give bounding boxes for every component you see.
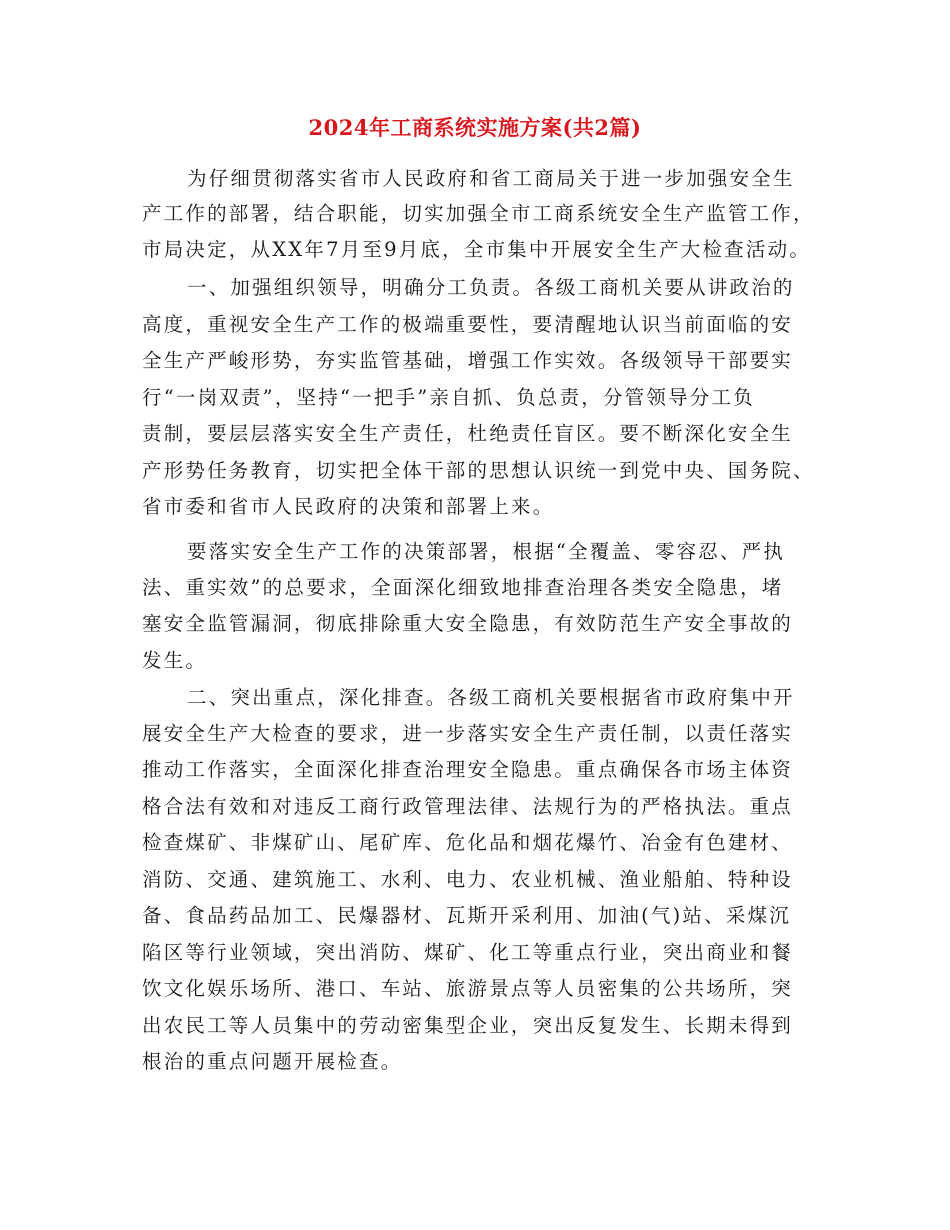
paragraph-line: 二、突出重点，深化排查。各级工商机关要根据省市政府集中开 (187, 686, 795, 709)
paragraph-line: 发生。 (142, 649, 208, 672)
paragraph-line: 推动工作落实，全面深化排查治理安全隐患。重点确保各市场主体资 (142, 758, 794, 781)
paragraph-line: 一、加强组织领导，明确分工负责。各级工商机关要从讲政治的 (187, 276, 795, 299)
paragraph-line: 高度，重视安全生产工作的极端重要性，要清醒地认识当前面临的安 (142, 313, 794, 336)
paragraph-line: 为仔细贯彻落实省市人民政府和省工商局关于进一步加强安全生 (187, 167, 795, 190)
paragraph-line: 要落实安全生产工作的决策部署，根据“全覆盖、零容忍、严执 (187, 540, 786, 563)
paragraph-line: 省市委和省市人民政府的决策和部署上来。 (142, 495, 555, 518)
paragraph-line: 消防、交通、建筑施工、水利、电力、农业机械、渔业船舶、特种设 (142, 868, 794, 891)
paragraph-line: 塞安全监管漏洞，彻底排除重大安全隐患，有效防范生产安全事故的 (142, 612, 794, 635)
paragraph-line: 产工作的部署，结合职能，切实加强全市工商系统安全生产监管工作， (142, 202, 815, 225)
paragraph-line: 法、重实效”的总要求，全面深化细致地排查治理各类安全隐患，堵 (142, 576, 784, 599)
paragraph-line: 出农民工等人员集中的劳动密集型企业，突出反复发生、长期未得到 (142, 1014, 794, 1037)
paragraph-line: 陷区等行业领域，突出消防、煤矿、化工等重点行业，突出商业和餐 (142, 941, 794, 964)
paragraph-line: 市局决定，从XX年7月至9月底，全市集中开展安全生产大检查活动。 (142, 238, 811, 261)
paragraph-line: 饮文化娱乐场所、港口、车站、旅游景点等人员密集的公共场所，突 (142, 977, 794, 1000)
paragraph-line: 责制，要层层落实安全生产责任，杜绝责任盲区。要不断深化安全生 (142, 422, 794, 445)
paragraph-line: 全生产严峻形势，夯实监管基础，增强工作实效。各级领导干部要实 (142, 349, 794, 372)
paragraph-line: 产形势任务教育，切实把全体干部的思想认识统一到党中央、国务院、 (142, 459, 815, 482)
paragraph-line: 检查煤矿、非煤矿山、尾矿库、危化品和烟花爆竹、冶金有色建材、 (142, 831, 794, 854)
paragraph-line: 根治的重点问题开展检查。 (142, 1050, 403, 1073)
paragraph-line: 备、食品药品加工、民爆器材、瓦斯开采利用、加油(气)站、采煤沉 (142, 904, 791, 927)
paragraph-line: 行“一岗双责”，坚持“一把手”亲自抓、负总责，分管领导分工负 (142, 386, 755, 409)
paragraph-line: 展安全生产大检查的要求，进一步落实安全生产责任制，以责任落实 (142, 722, 794, 745)
document-title: 2024年工商系统实施方案(共2篇) (308, 115, 642, 140)
paragraph-line: 格合法有效和对违反工商行政管理法律、法规行为的严格执法。重点 (142, 795, 794, 818)
